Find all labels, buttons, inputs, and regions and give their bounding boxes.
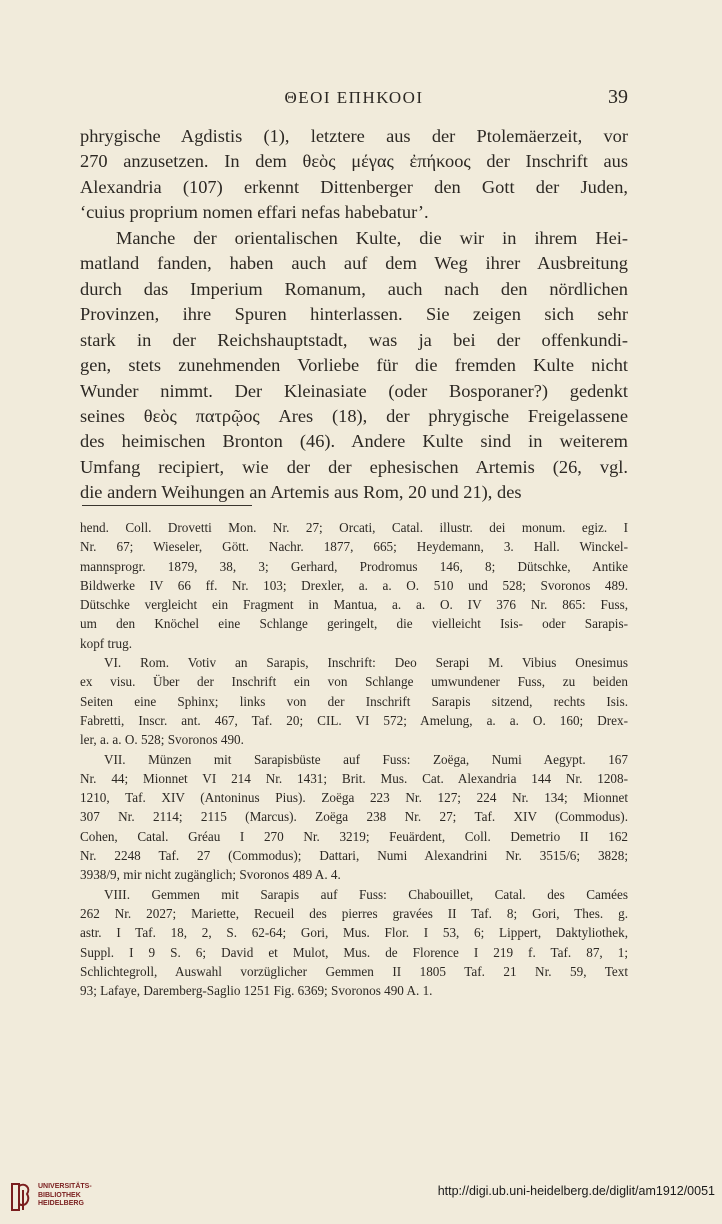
text-line: Nr. 67; Wieseler, Gött. Nachr. 1877, 665; Heydemann, 3. Hall. Winckel- [80, 539, 628, 555]
library-name-line: HEIDELBERG [38, 1200, 84, 1207]
text-line: 270 anzusetzen. In dem θεὸς μέγας ἐπήκοος der Inschrift aus [80, 151, 628, 172]
text-line: 262 Nr. 2027; Mariette, Recueil des pierres gravées II Taf. 8; Gori, Thes. g. [80, 905, 628, 921]
text-line: Manche der orientalischen Kulte, die wir in ihrem Hei- [116, 227, 628, 248]
library-name-line: UNIVERSITÄTS- [38, 1183, 92, 1190]
text-line: Umfang recipiert, wie der der ephesischen Artemis (26, vgl. [80, 456, 628, 477]
paragraph [80, 226, 628, 506]
text-line: ler, a. a. O. 528; Svoronos 490. [80, 732, 244, 748]
text-line: Schlichtegroll, Auswahl vorzüglicher Gemmen II 1805 Taf. 21 Nr. 59, Text [80, 963, 628, 979]
text-line: Dütschke vergleicht ein Fragment in Mantua, a. a. O. IV 376 Nr. 865: Fuss, [80, 597, 628, 613]
text-line: Alexandria (107) erkennt Dittenberger den Gott der Juden, [80, 176, 628, 197]
library-name-line: BIBLIOTHEK [38, 1191, 81, 1199]
text-line: Seiten eine Sphinx; links von der Inschrift Sarapis sitzend, rechts Isis. [80, 693, 628, 709]
text-line: phrygische Agdistis (1), letztere aus der Ptolemäerzeit, vor [80, 126, 628, 146]
text-line: ex visu. Über der Inschrift ein von Schlange umwundener Fuss, zu beiden [80, 674, 628, 690]
text-line: Suppl. I 9 S. 6; David et Mulot, Mus. de Florence I 219 f. Taf. 87, 1; [80, 944, 628, 960]
text-line: 93; Lafaye, Daremberg-Saglio 1251 Fig. 6369; Svoronos 490 A. 1. [80, 983, 433, 999]
library-name [38, 1183, 92, 1209]
text-line: Wunder nimmt. Der Kleinasiate (oder Bosporaner?) gedenkt [80, 380, 628, 401]
source-url-link[interactable]: http://digi.ub.uni-heidelberg.de/diglit/am1912/0051 [437, 1184, 715, 1198]
text-line: Bildwerke IV 66 ff. Nr. 103; Drexler, a. a. O. 510 und 528; Svoronos 489. [80, 577, 628, 593]
running-title: ΘΕΟΙ ΕΠΗΚΟΟΙ [284, 88, 424, 107]
page-number: 39 [608, 86, 628, 108]
paragraph [80, 750, 628, 885]
text-line: Nr. 44; Mionnet VI 214 Nr. 1431; Brit. Mus. Cat. Alexandria 144 Nr. 1208- [80, 770, 628, 786]
footer [0, 1168, 722, 1224]
paragraph [80, 124, 628, 226]
text-line: stark in der Reichshauptstadt, was ja bei der offenkundi- [80, 329, 628, 350]
text-line: um den Knöchel eine Schlange geringelt, die vielleicht Isis- oder Sarapis- [80, 616, 628, 632]
text-line: des heimischen Bronton (46). Andere Kulte sind in weiterem [80, 431, 628, 452]
text-line: astr. I Taf. 18, 2, S. 62-64; Gori, Mus. Flor. I 53, 6; Lippert, Daktyliothek, [80, 925, 628, 941]
footnotes [80, 518, 628, 1000]
running-header [80, 86, 628, 112]
text-line: hend. Coll. Drovetti Mon. Nr. 27; Orcati, Catal. illustr. dei monum. egiz. I [80, 520, 628, 535]
text-line: Fabretti, Inscr. ant. 467, Taf. 20; CIL. VI 572; Amelung, a. a. O. 160; Drex- [80, 712, 628, 728]
text-line: 3938/9, mir nicht zugänglich; Svoronos 489 A. 4. [80, 867, 341, 883]
text-line: VII. Münzen mit Sarapisbüste auf Fuss: Zoëga, Numi Aegypt. 167 [104, 751, 628, 767]
text-line: VIII. Gemmen mit Sarapis auf Fuss: Chabouillet, Catal. des Camées [104, 886, 628, 902]
text-line: die andern Weihungen an Artemis aus Rom, 20 und 21), des [80, 482, 522, 503]
main-text [80, 124, 628, 506]
text-line: Provinzen, ihre Spuren hinterlassen. Sie zeigen sich sehr [80, 304, 628, 325]
text-line: ‘cuius proprium nomen effari nefas habebatur’. [80, 202, 429, 223]
paragraph [80, 653, 628, 749]
library-logo-icon [9, 1180, 33, 1214]
footnote-divider [82, 505, 252, 506]
text-line: matland fanden, haben auch auf dem Weg ihrer Ausbreitung [80, 253, 628, 274]
text-line: durch das Imperium Romanum, auch nach den nördlichen [80, 278, 628, 299]
text-line: VI. Rom. Votiv an Sarapis, Inschrift: Deo Serapi M. Vibius Onesimus [104, 655, 628, 671]
text-line: seines θεὸς πατρῷος Ares (18), der phrygische Freigelassene [80, 405, 628, 426]
paragraph [80, 885, 628, 1001]
text-line: mannsprogr. 1879, 38, 3; Gerhard, Prodromus 146, 8; Dütschke, Antike [80, 558, 628, 574]
text-line: 1210, Taf. XIV (Antoninus Pius). Zoëga 223 Nr. 127; 224 Nr. 134; Mionnet [80, 790, 628, 806]
text-line: Nr. 2248 Taf. 27 (Commodus); Dattari, Numi Alexandrini Nr. 3515/6; 3828; [80, 848, 628, 864]
text-line: gen, stets zunehmenden Vorliebe für die fremden Kulte nicht [80, 355, 628, 376]
text-line: Cohen, Catal. Gréau I 270 Nr. 3219; Feuärdent, Coll. Demetrio II 162 [80, 828, 628, 844]
text-line: 307 Nr. 2114; 2115 (Marcus). Zoëga 238 Nr. 27; Taf. XIV (Commodus). [80, 809, 628, 825]
text-line: kopf trug. [80, 635, 133, 651]
paragraph [80, 518, 628, 653]
